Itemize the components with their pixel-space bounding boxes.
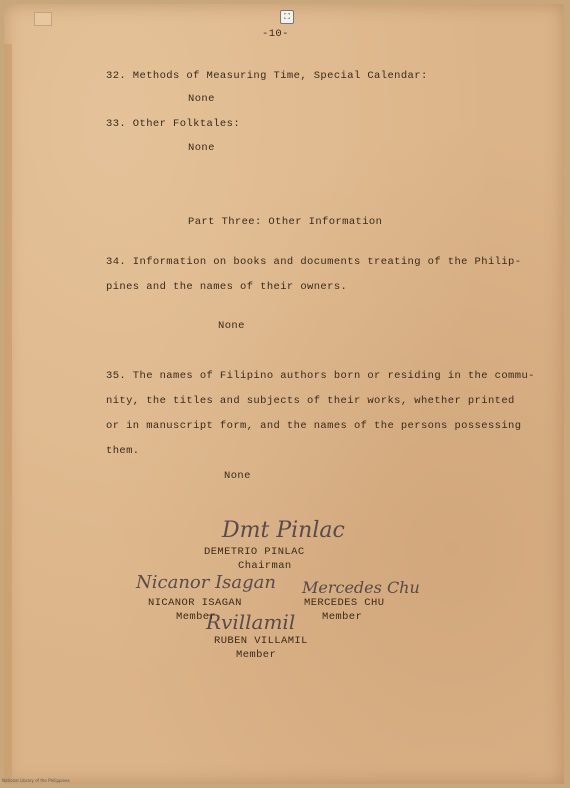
item-35-line-4: them. (106, 445, 140, 457)
paper-tab (34, 12, 52, 26)
item-33-answer: None (188, 142, 215, 154)
member-3-role: Member (236, 649, 277, 661)
item-34-answer: None (218, 320, 245, 332)
chairman-role: Chairman (238, 560, 292, 572)
item-33-question: 33. Other Folktales: (106, 118, 241, 130)
item-35-line-1: 35. The names of Filipino authors born or residing in the commu- (106, 370, 535, 382)
member-1-name: NICANOR ISAGAN (148, 597, 242, 609)
chairman-name: DEMETRIO PINLAC (204, 546, 305, 558)
member-2-name: MERCEDES CHU (304, 597, 385, 609)
page-edge (4, 44, 12, 784)
viewer-icon[interactable]: ⛶ (280, 10, 294, 24)
item-32-answer: None (188, 93, 215, 105)
signature-member-1: Nicanor Isagan (136, 572, 277, 593)
member-1-role: Member (176, 611, 217, 623)
item-34-line-2: pines and the names of their owners. (106, 281, 348, 293)
item-34-line-1: 34. Information on books and documents treating of the Philip- (106, 256, 522, 268)
item-35-line-3: or in manuscript form, and the names of the persons possessing (106, 420, 522, 432)
signature-member-2: Mercedes Chu (302, 578, 420, 597)
signature-member-3: Rvillamil (206, 610, 296, 634)
item-35-answer: None (224, 470, 251, 482)
item-35-line-2: nity, the titles and subjects of their works, whether printed (106, 395, 515, 407)
signature-chairman: Dmt Pinlac (222, 518, 345, 543)
member-2-role: Member (322, 611, 363, 623)
page-number: -10- (262, 28, 289, 40)
part-three-heading: Part Three: Other Information (188, 216, 383, 228)
archive-footer: National Library of the Philippines (2, 778, 70, 783)
document-page (4, 4, 564, 784)
item-32-question: 32. Methods of Measuring Time, Special Calendar: (106, 70, 428, 82)
member-3-name: RUBEN VILLAMIL (214, 635, 308, 647)
